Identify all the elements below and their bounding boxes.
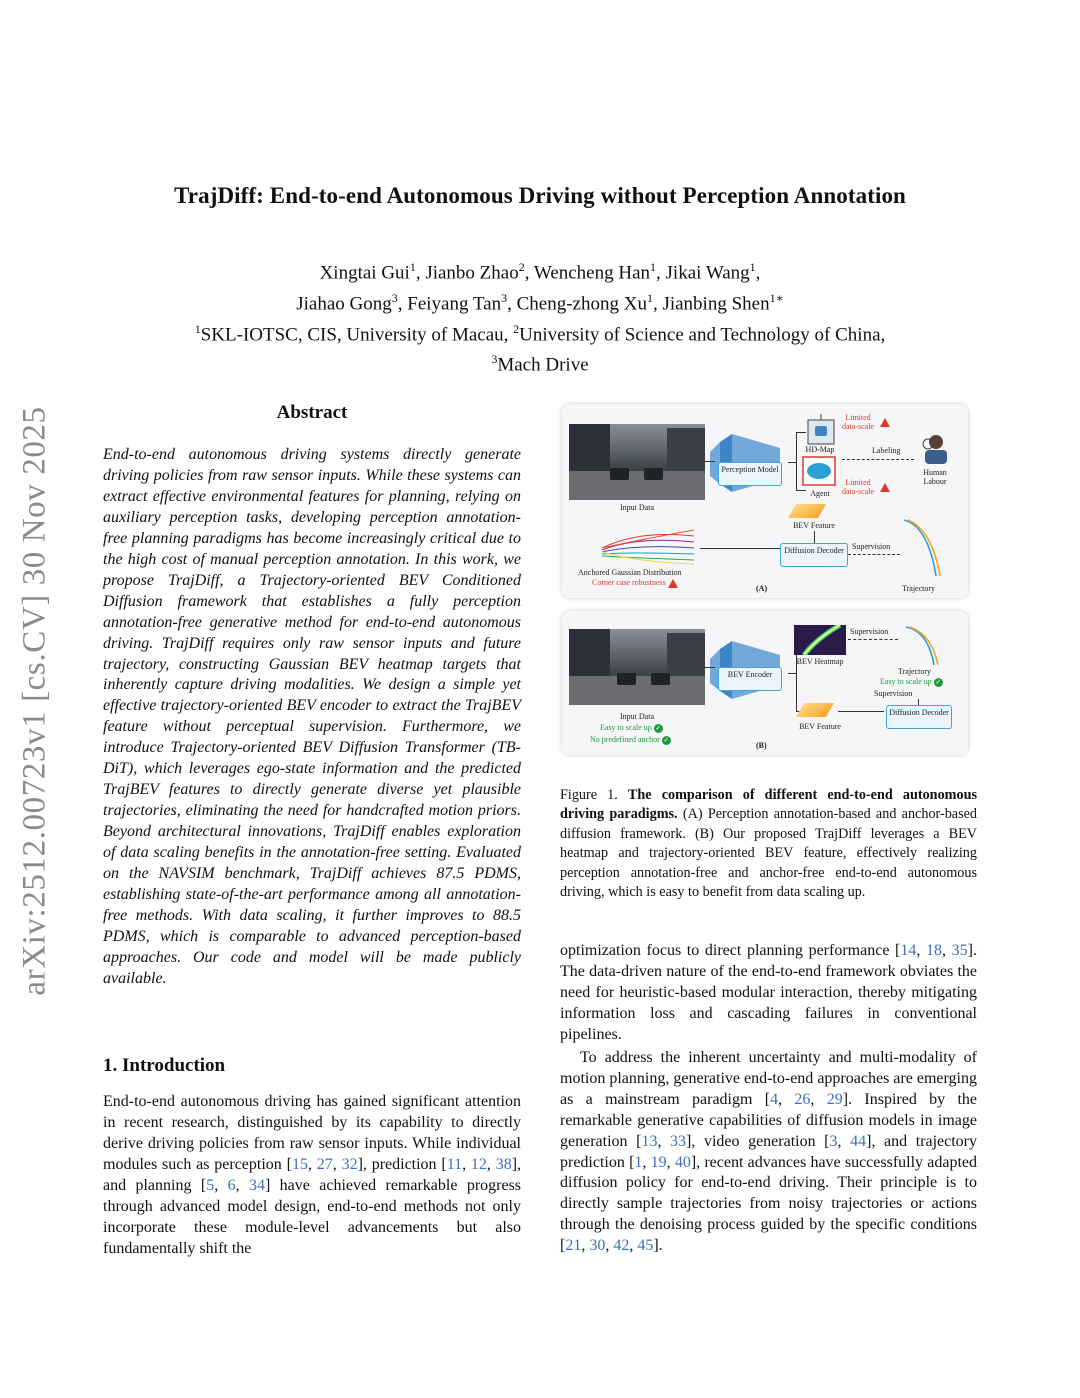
abstract-text [103,445,521,990]
citation-link[interactable]: 33 [670,1132,687,1150]
right-paragraph-2: To address the inherent uncertainty and multi-modality of motion planning, generative end-to-end approaches are emerging as a mainstream paradigm [4, 26, 29]. Inspired by the remarkable generative capabilities of diffusion models in image generation [13, 33], video generation [3, 44], and trajectory prediction [1, 19, 40], recent advances have successfully adapted diffusion policy for end-to-end driving. Their principle is to directly sample trajectories from noisy trajectories or actions through the denoising process guided by the specific conditions [21, 30, 42, 45]. [560,1048,978,1255]
warning-icon [880,483,890,492]
bev-feature-slab [788,504,826,518]
diffusion-decoder-box-b: Diffusion Decoder [886,705,952,729]
intro-text [103,1092,521,1260]
citation-link[interactable]: 34 [248,1176,265,1194]
author-line-2: Jiahao Gong$^3$, Feiyang Tan$^3$, Cheng-zhong Xu$^1$, Jianbing Shen$^{1∗}$ [296,290,784,315]
intro-paragraph: End-to-end autonomous driving has gained significant attention in recent research, distinguished by its capability to directly derive driving policies from raw sensor inputs. While individual modules such as perception [15, 27, 32], prediction [11, 12, 38], and planning [5, 6, 34] have achieved remarkable progress through advanced model design, end-to-end methods not only incorporate these module-level advancements but also fundamentally shift the [103,1093,522,1257]
affil-sup: 2 [513,321,520,336]
corner-case-label: Corner case robustness [592,578,678,588]
citation-link[interactable]: 42 [613,1237,630,1255]
limited-data-scale-top: Limited data-scale [842,413,874,431]
citation-link[interactable]: 44 [850,1132,867,1150]
citation-link[interactable]: 38 [495,1155,512,1173]
citation-link[interactable]: 29 [826,1090,843,1108]
bev-feature-slab-b [796,703,834,717]
caption-label: Figure 1. [560,787,628,803]
affiliation-line-2 [0,347,1080,378]
author-affil-sup: 1 [650,260,657,274]
caption-text: (A) Perception annotation-based and anchor-based diffusion framework. (B) Our proposed TrajDiff leverages a BEV heatmap and trajectory-oriented BEV feature, effectively realizing perception annotation-free and anchor-free end-to-end autonomous driving, which is easy to benefit from data scaling up. [560,806,978,901]
check-icon: ✓ [935,677,942,686]
arxiv-sidebar [10,388,60,1013]
street-camera-image-a [569,424,705,500]
label-trajectory-a: Trajectory [902,584,936,593]
author-block [0,255,1080,378]
citation-link[interactable]: 40 [674,1153,691,1171]
panel-tag-b: (B) [756,741,767,750]
label-bev-feature: BEV Feature [793,521,835,530]
arrow-line [705,667,715,668]
citation-link[interactable]: 45 [637,1237,654,1255]
citation-link[interactable]: 30 [589,1237,606,1255]
citation-link[interactable]: 32 [341,1155,358,1173]
citation-link[interactable]: 21 [565,1237,582,1255]
affiliation-line-1 [0,317,1080,348]
panel-tag-a: (A) [756,584,768,593]
abstract-paragraph: End-to-end autonomous driving systems directly generate driving policies from raw sensor inputs. While these systems can extract effective environmental features for planning, relying on auxiliary perception tasks, developing perception annotation-free planning paradigms has become increasingly critical due to the high cost of manual perception annotation. In this work, we propose TrajDiff, a Trajectory-oriented BEV Conditioned Diffusion framework that establishes a fully perception annotation-free generative method for end-to-end autonomous driving. TrajDiff requires only raw sensor inputs and future trajectory, constructing Gaussian BEV heatmap targets that inherently capture driving modalities. We design a simple yet effective trajectory-oriented BEV encoder to extract the TrajBEV feature without perceptual supervision. Furthermore, we introduce Trajectory-oriented BEV Diffusion Transformer (TB-DiT), which leverages ego-state information and the predicted TrajBEV features to directly generate diverse yet plausible trajectories, eliminating the need for handcrafted motion priors. Beyond architectural innovations, TrajDiff enables exploration of data scaling benefits in the annotation-free setting. Evaluated on the NAVSIM benchmark, TrajDiff achieves 87.5 PDMS, establishing state-of-the-art performance among all annotation-free methods. With data scaling, it further improves to 88.5 PDMS, which is comparable to advanced perception-based approaches. Our code and model will be made publicly available. [103,446,521,987]
author-affil-sup: 2 [518,260,525,274]
anchored-gaussian-icon [598,526,698,566]
affil-sup: 1 [194,321,201,336]
affiliation-mach-drive: Mach Drive [497,354,589,376]
warning-icon [668,579,678,588]
arrow-line [700,548,780,549]
right-column-text [560,941,977,1257]
agent-car-icon [802,456,836,486]
author-affil-sup: 1 [749,260,756,274]
author-name: Jikai Wang [665,262,750,284]
figure-1 [562,402,970,762]
human-labour-label: Human Labour [923,468,947,486]
dashed-arrow [848,554,900,555]
arrow-line [796,432,806,433]
citation-link[interactable]: 5 [206,1176,215,1194]
intro-heading: 1. Introduction [103,1055,226,1076]
arrow-line [788,673,796,674]
citation-link[interactable]: 3 [829,1132,838,1150]
citation-link[interactable]: 26 [794,1090,811,1108]
easy-scale-label-b2: Easy to scale up ✓ [880,677,942,686]
arrow-line [838,711,884,712]
label-agent: Agent [810,489,830,498]
easy-scale-label-b1: Easy to scale up ✓ [600,723,662,732]
author-name: Cheng-zhong Xu [516,293,647,315]
hd-map-icon [806,414,836,448]
citation-link[interactable]: 27 [316,1155,333,1173]
label-anchored-gaussian: Anchored Gaussian Distribution [578,568,682,577]
label-labeling: Labeling [872,446,901,455]
author-name: Wencheng Han [533,262,651,284]
citation-link[interactable]: 4 [770,1090,779,1108]
trajectory-curve-icon [900,516,944,580]
author-name: Xingtai Gui [319,262,410,284]
author-line-1: Xingtai Gui$^1$, Jianbo Zhao$^2$, Wencheng Han$^1$, Jikai Wang$^1$, [319,260,761,284]
citation-link[interactable]: 11 [446,1155,463,1173]
bev-encoder-box: BEV Encoder [718,667,782,691]
check-icon: ✓ [655,723,662,732]
arxiv-identifier: arXiv:2512.00723v1 [cs.CV] 30 Nov 2025 [16,405,53,996]
label-bev-feature-b: BEV Feature [799,722,841,731]
citation-link[interactable]: 19 [650,1153,667,1171]
arrow-line [796,432,797,490]
label-supervision-b2: Supervision [874,689,913,698]
citation-link[interactable]: 1 [634,1153,643,1171]
bev-heatmap-icon [794,625,846,655]
arrow-line [705,461,715,462]
citation-link[interactable]: 18 [926,942,943,959]
label-input-data-b: Input Data [620,712,654,721]
citation-link[interactable]: 13 [641,1132,658,1150]
warning-icon [880,418,890,427]
author-name: Jiahao Gong [296,293,392,315]
paper-title: TrajDiff: End-to-end Autonomous Driving without Perception Annotation [174,183,906,208]
citation-link[interactable]: 6 [227,1176,236,1194]
dashed-arrow [842,459,914,460]
label-trajectory-b: Trajectory [898,667,932,676]
label-supervision-b1: Supervision [850,627,889,636]
label-input-data: Input Data [620,503,654,512]
figure-panel-a [562,404,968,598]
label-hd-map: HD-Map [805,445,835,454]
author-name: Feiyang Tan [407,293,502,315]
citation-link[interactable]: 12 [470,1155,487,1173]
no-anchor-label: No predefined anchor ✓ [590,735,670,744]
citation-link[interactable]: 14 [900,942,917,959]
human-labour-icon [919,432,953,466]
author-affil-sup: 1 [409,260,416,274]
arrow-line [814,531,815,543]
label-supervision-a: Supervision [852,542,891,551]
dashed-arrow [848,639,898,640]
arrow-line [788,462,796,463]
affiliation-macau: SKL-IOTSC, CIS, University of Macau, [200,323,514,345]
street-camera-image-b [569,629,705,705]
label-bev-heatmap: BEV Heatmap [796,657,844,666]
affil-sup: 3 [491,352,498,367]
author-affil-sup: 3 [501,290,508,305]
citation-link[interactable]: 15 [291,1155,308,1173]
figure-1-caption [560,786,977,902]
author-affil-sup: 1∗ [769,290,784,305]
diffusion-decoder-box-a: Diffusion Decoder [780,543,848,567]
limited-data-scale-bottom: Limited data-scale [842,478,874,496]
right-paragraph-1: optimization focus to direct planning performance [14, 18, 35]. The data-driven nature of the end-to-end framework obviates the need for heuristic-based modular interaction, thereby mitigating information loss and cascading failures in conventional pipelines. [560,942,977,1043]
author-name: Jianbo Zhao [425,262,519,284]
perception-model-box: Perception Model [718,462,782,486]
caption-bold: The comparison of different end-to-end autonomous driving paradigms. [560,787,977,823]
author-name: Jianbing Shen [662,293,770,315]
check-icon: ✓ [663,735,670,744]
trajectory-curve-icon-b [902,623,942,667]
affiliation-ustc: University of Science and Technology of China, [519,323,886,345]
figure-panel-b [562,611,968,755]
author-affil-sup: 3 [391,290,398,305]
citation-link[interactable]: 35 [951,942,968,959]
abstract-heading: Abstract [276,402,348,423]
author-affil-sup: 1 [646,290,653,305]
